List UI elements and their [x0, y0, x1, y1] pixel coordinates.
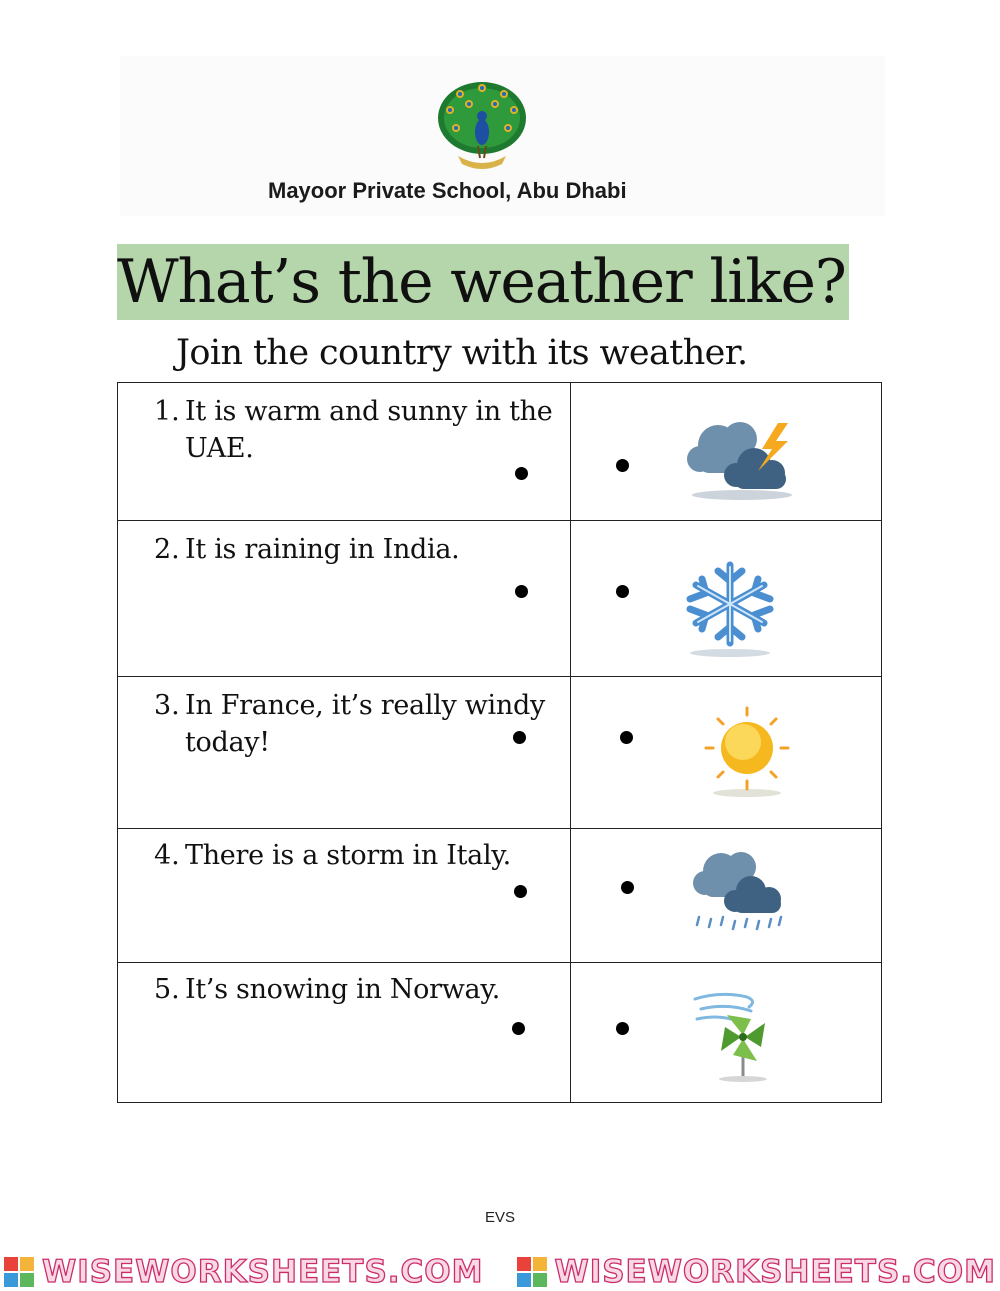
watermark-band	[0, 1252, 1000, 1291]
snowflake-icon	[682, 559, 778, 659]
right-match-dot[interactable]	[616, 459, 629, 472]
item-number: 1.	[154, 396, 180, 427]
weather-cell	[571, 677, 882, 829]
watermark-group	[4, 1254, 484, 1290]
matching-table	[117, 382, 882, 1103]
sentence-cell	[118, 963, 571, 1103]
item-number: 2.	[154, 534, 180, 565]
table-row	[118, 383, 882, 521]
sentence-text: In France, it’s really windy today!	[185, 690, 545, 758]
weather-cell	[571, 521, 882, 677]
rain-cloud-icon	[689, 847, 789, 937]
sentence-cell	[118, 829, 571, 963]
watermark-group	[517, 1254, 997, 1290]
sun-icon	[703, 705, 791, 801]
weather-cell	[571, 829, 882, 963]
sentence-text: It is warm and sunny in the UAE.	[185, 396, 553, 464]
sentence-cell	[118, 521, 571, 677]
left-match-dot[interactable]	[513, 731, 526, 744]
weather-cell	[571, 383, 882, 521]
weather-cell	[571, 963, 882, 1103]
right-match-dot[interactable]	[616, 1022, 629, 1035]
item-number: 3.	[154, 690, 180, 721]
instruction-text: Join the country with its weather.	[176, 333, 748, 373]
sentence-text: It’s snowing in Norway.	[185, 974, 500, 1005]
table-row	[118, 677, 882, 829]
item-number: 5.	[154, 974, 180, 1005]
sentence-text: It is raining in India.	[185, 534, 460, 565]
subject-label: EVS	[484, 1209, 515, 1226]
table-row	[118, 963, 882, 1103]
watermark-text: WISEWORKSHEETS.COM	[554, 1253, 996, 1290]
school-name: Mayoor Private School, Abu Dhabi	[268, 178, 627, 203]
left-match-dot[interactable]	[512, 1022, 525, 1035]
wind-pinwheel-icon	[691, 989, 781, 1085]
table-row	[118, 521, 882, 677]
sentence-text: There is a storm in Italy.	[185, 840, 511, 871]
left-match-dot[interactable]	[514, 885, 527, 898]
item-number: 4.	[154, 840, 180, 871]
table-row	[118, 829, 882, 963]
worksheet-title: What’s the weather like?	[117, 244, 849, 320]
wiseworksheets-logo-icon	[4, 1257, 34, 1287]
wiseworksheets-logo-icon	[517, 1257, 547, 1287]
right-match-dot[interactable]	[616, 585, 629, 598]
peacock-logo-icon	[436, 80, 528, 172]
right-match-dot[interactable]	[621, 881, 634, 894]
left-match-dot[interactable]	[515, 585, 528, 598]
sentence-cell	[118, 677, 571, 829]
thunderstorm-cloud-icon	[684, 417, 798, 503]
sentence-cell	[118, 383, 571, 521]
watermark-text: WISEWORKSHEETS.COM	[42, 1253, 484, 1290]
right-match-dot[interactable]	[620, 731, 633, 744]
left-match-dot[interactable]	[515, 467, 528, 480]
